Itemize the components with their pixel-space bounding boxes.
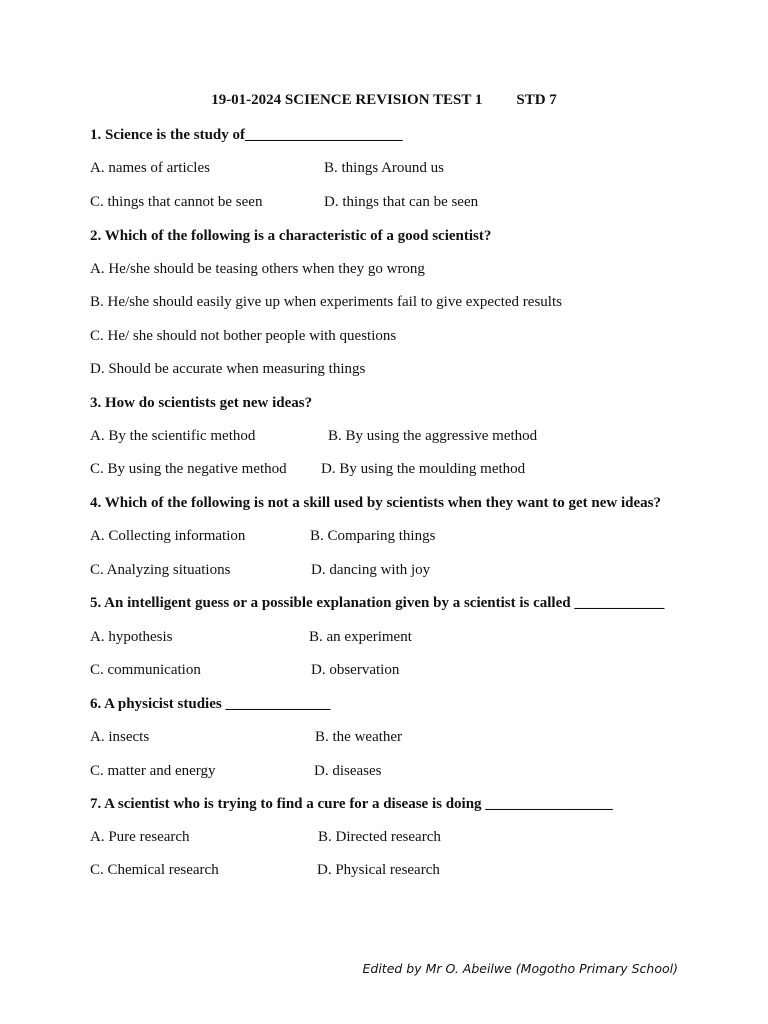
- q5-option-c: C. communication: [90, 662, 201, 678]
- q2-option-b: B. He/she should easily give up when experiments fail to give expected results: [90, 294, 562, 310]
- question-6: 6. A physicist studies ______________: [90, 696, 331, 712]
- q3-option-a: A. By the scientific method: [90, 428, 256, 444]
- question-5: 5. An intelligent guess or a possible explanation given by a scientist is called ____________: [90, 595, 665, 611]
- test-title: 19-01-2024 SCIENCE REVISION TEST 1: [211, 92, 483, 108]
- question-4: 4. Which of the following is not a skill used by scientists when they want to get new ideas?: [90, 495, 662, 511]
- q6-option-b: B. the weather: [315, 729, 403, 745]
- q4-option-a: A. Collecting information: [90, 528, 246, 544]
- q3-option-d: D. By using the moulding method: [321, 461, 526, 477]
- q5-option-d: D. observation: [311, 662, 400, 678]
- q5-option-a: A. hypothesis: [90, 629, 173, 645]
- q7-option-b: B. Directed research: [318, 829, 441, 845]
- q4-option-d: D. dancing with joy: [311, 562, 431, 578]
- q6-option-c: C. matter and energy: [90, 763, 216, 779]
- q6-option-d: D. diseases: [314, 763, 382, 779]
- question-1: 1. Science is the study of_____________________: [90, 127, 403, 143]
- standard-label: STD 7: [516, 92, 557, 108]
- q1-option-b: B. things Around us: [324, 160, 445, 176]
- footer-credit: Edited by Mr O. Abeilwe (Mogotho Primary School): [362, 961, 678, 976]
- q2-option-d: D. Should be accurate when measuring things: [90, 361, 366, 377]
- question-3: 3. How do scientists get new ideas?: [90, 395, 313, 411]
- q7-option-c: C. Chemical research: [90, 862, 219, 878]
- q1-option-c: C. things that cannot be seen: [90, 194, 263, 210]
- q2-option-c: C. He/ she should not bother people with questions: [90, 328, 397, 344]
- q1-option-a: A. names of articles: [90, 160, 210, 176]
- q1-option-d: D. things that can be seen: [324, 194, 479, 210]
- q3-option-c: C. By using the negative method: [90, 461, 287, 477]
- page-title: [0, 92, 768, 109]
- q3-option-b: B. By using the aggressive method: [328, 428, 538, 444]
- q6-option-a: A. insects: [90, 729, 150, 745]
- q5-option-b: B. an experiment: [309, 629, 412, 645]
- q2-option-a: A. He/she should be teasing others when they go wrong: [90, 261, 425, 277]
- question-2: 2. Which of the following is a characteristic of a good scientist?: [90, 228, 492, 244]
- q7-option-d: D. Physical research: [317, 862, 440, 878]
- question-7: 7. A scientist who is trying to find a cure for a disease is doing _________________: [90, 796, 613, 812]
- q4-option-c: C. Analyzing situations: [90, 562, 231, 578]
- q7-option-a: A. Pure research: [90, 829, 190, 845]
- q4-option-b: B. Comparing things: [310, 528, 436, 544]
